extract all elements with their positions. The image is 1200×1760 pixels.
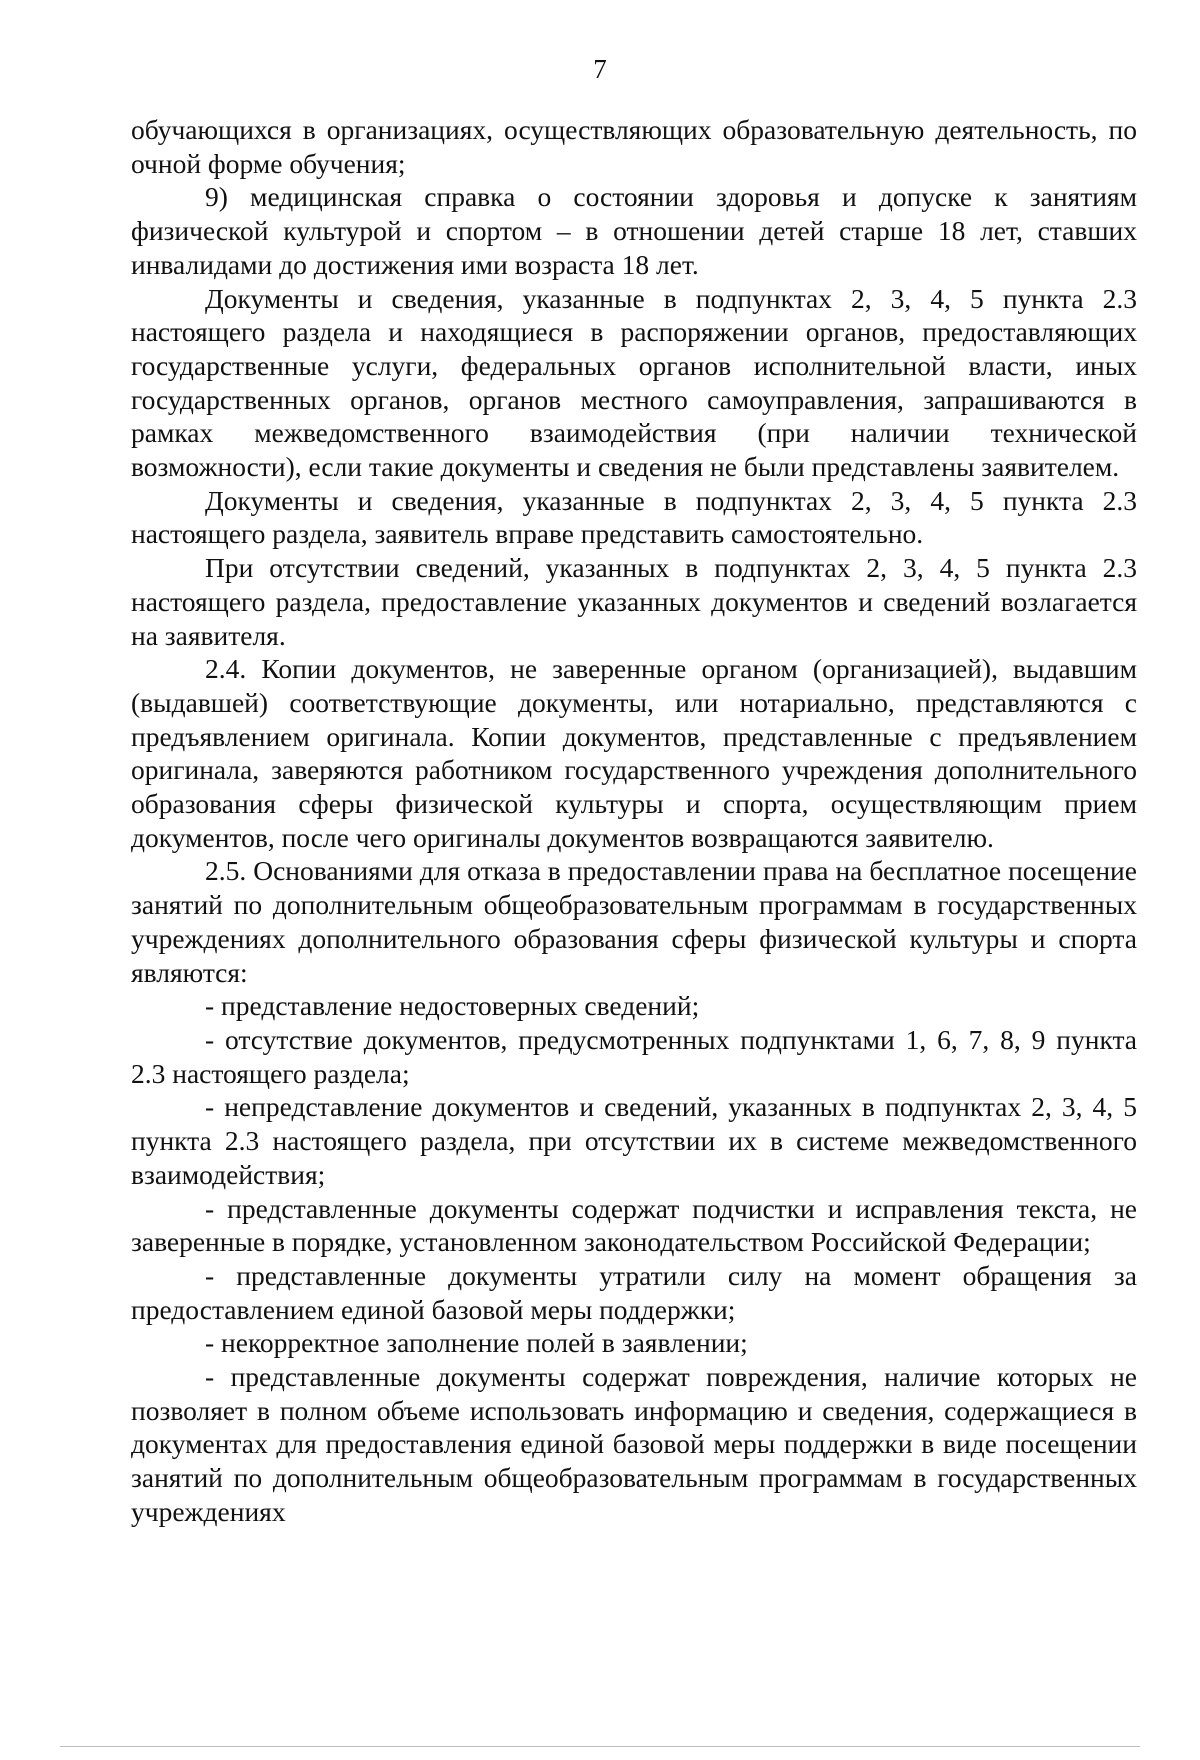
paragraph: 2.4. Копии документов, не заверенные органом (организацией), выдавшим (выдавшей) соответствующие документы, или нотариально, представляются с предъявлением оригинала. Копии документов, представленные с предъявлением оригинала, заверяются работником государственного учреждения дополнительного образования сферы физической культуры и спорта, осуществляющим прием документов, после чего оригиналы документов возвращаются заявителю. <box>131 653 1137 853</box>
scan-edge-line <box>60 1746 1140 1747</box>
list-item: - представленные документы содержат подчистки и исправления текста, не заверенные в порядке, установленном законодательством Российской Федерации; <box>131 1192 1137 1258</box>
paragraph: Документы и сведения, указанные в подпунктах 2, 3, 4, 5 пункта 2.3 настоящего раздела, заявитель вправе представить самостоятельно. <box>131 484 1137 550</box>
list-item: - непредставление документов и сведений, указанных в подпунктах 2, 3, 4, 5 пункта 2.3 настоящего раздела, при отсутствии их в системе межведомственного взаимодействия; <box>131 1091 1137 1190</box>
list-item: - представленные документы содержат повреждения, наличие которых не позволяет в полном объеме использовать информацию и сведения, содержащиеся в документах для предоставления единой базовой меры поддержки в виде посещении занятий по дополнительным общеобразовательным программам в государственных учреждениях <box>131 1361 1137 1527</box>
paragraph: При отсутствии сведений, указанных в подпунктах 2, 3, 4, 5 пункта 2.3 настоящего раздела, предоставление указанных документов и сведений возлагается на заявителя. <box>131 552 1137 651</box>
paragraph: обучающихся в организациях, осуществляющих образовательную деятельность, по очной форме обучения; <box>131 114 1137 179</box>
paragraph: 2.5. Основаниями для отказа в предоставлении права на бесплатное посещение занятий по дополнительным общеобразовательным программам в государственных учреждениях дополнительного образования сферы физической культуры и спорта являются: <box>131 855 1137 988</box>
document-body <box>131 113 1137 1529</box>
list-item: - представленные документы утратили силу на момент обращения за предоставлением единой базовой меры поддержки; <box>131 1259 1137 1325</box>
paragraph: Документы и сведения, указанные в подпунктах 2, 3, 4, 5 пункта 2.3 настоящего раздела и находящиеся в распоряжении органов, предоставляющих государственные услуги, федеральных органов исполнительной власти, иных государственных органов, органов местного самоуправления, запрашиваются в рамках межведомственного взаимодействия (при наличии технической возможности), если такие документы и сведения не были представлены заявителем. <box>131 282 1137 483</box>
paragraph: 9) медицинская справка о состоянии здоровья и допуске к занятиям физической культурой и спортом – в отношении детей старше 18 лет, ставших инвалидами до достижения ими возраста 18 лет. <box>131 181 1137 280</box>
list-item: - некорректное заполнение полей в заявлении; <box>205 1327 748 1359</box>
list-item: - представление недостоверных сведений; <box>205 990 700 1022</box>
list-item: - отсутствие документов, предусмотренных подпунктами 1, 6, 7, 8, 9 пункта 2.3 настоящего раздела; <box>131 1023 1137 1089</box>
page-number: 7 <box>593 54 607 84</box>
